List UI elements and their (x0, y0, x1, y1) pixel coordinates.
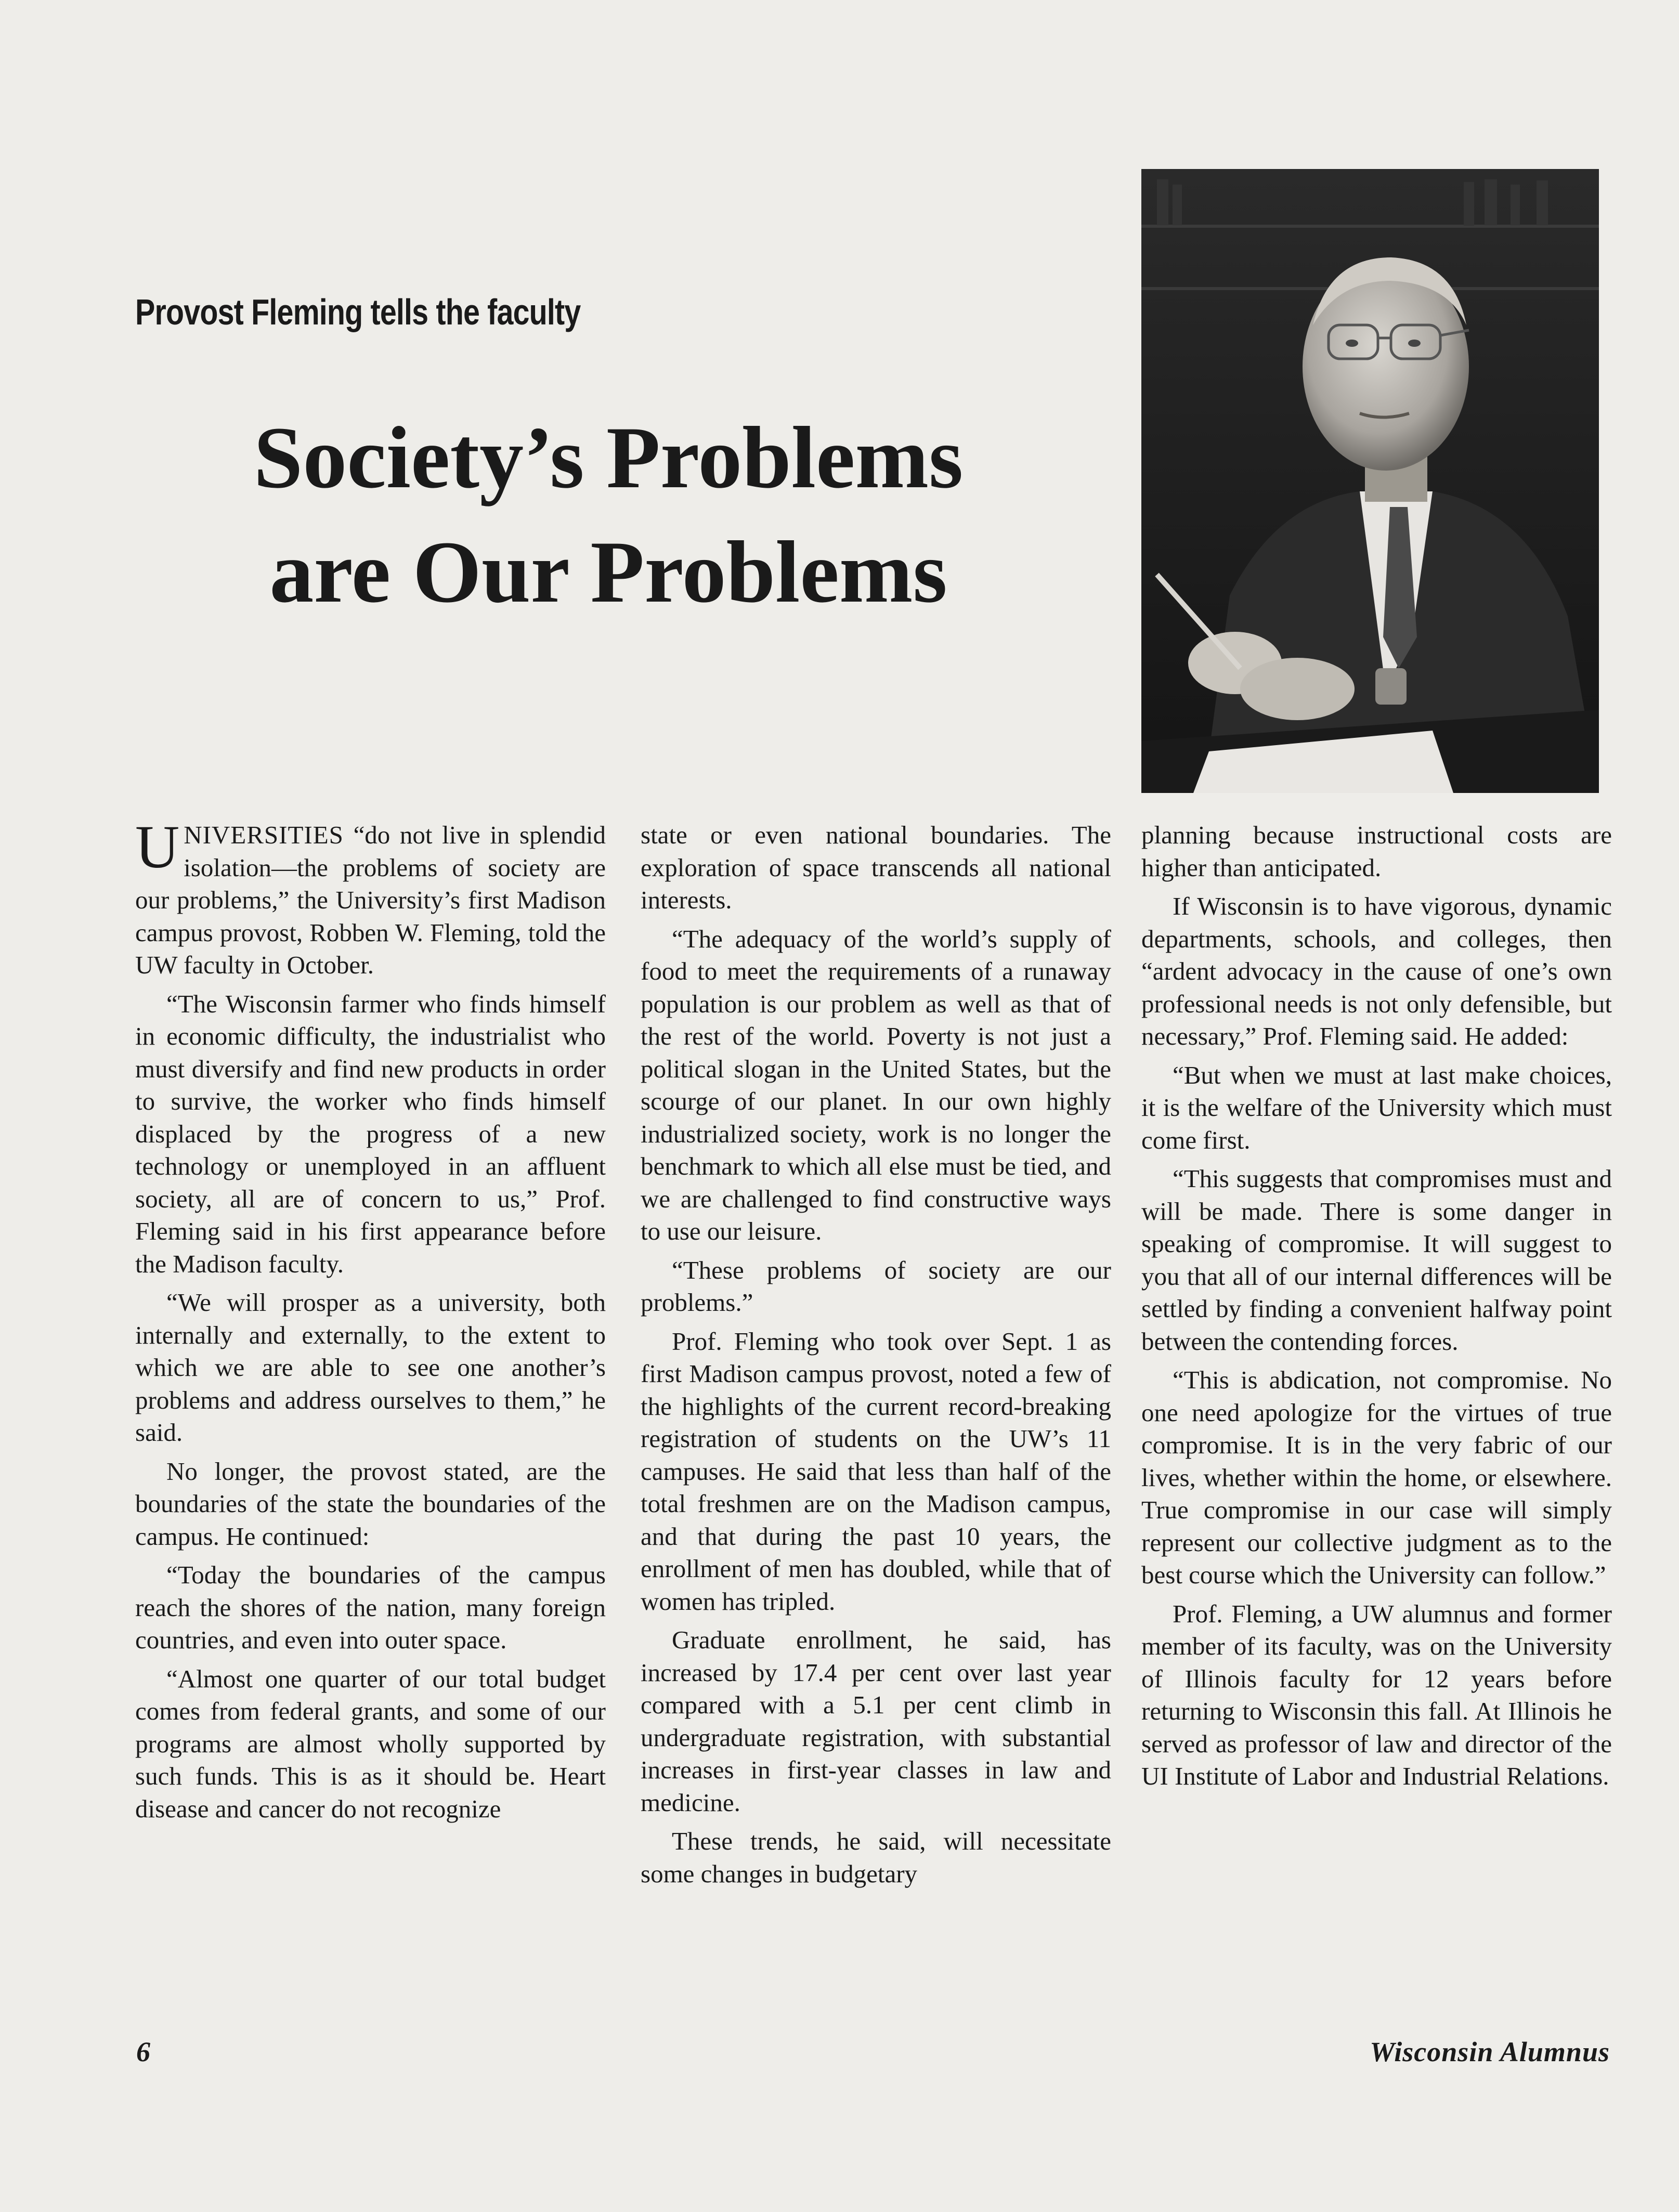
paragraph: If Wisconsin is to have vigorous, dynamic departments, schools, and colleges, then “ardent advocacy in the cause of one’s own professional needs is not only defensible, but necessary,” Prof. Fleming said. He added: (1141, 892, 1612, 1050)
paragraph: planning because instructional costs are higher than anticipated. (1141, 821, 1612, 882)
paragraph: These trends, he said, will necessitate some changes in budgetary (641, 1827, 1111, 1888)
drop-cap: U (135, 813, 180, 881)
lead-caps: NIVERSITIES (184, 821, 344, 849)
article-headline (156, 400, 1061, 629)
paragraph: “The Wisconsin farmer who finds himself in economic difficulty, the industrialist who must diversify and find new products in order to survive, the worker who finds himself displaced by the progress of a new technology or unemployed in an affluent society, all are of concern to us,” Prof. Fleming said in his first appearance before the Madison faculty. (135, 989, 606, 1278)
paragraph: “The adequacy of the world’s supply of food to meet the requirements of a runaway population is our problem as well as that of the rest of the world. Poverty is not just a political slogan in the United States, but the scourge of our planet. In our own highly industrialized society, work is no longer the benchmark to which all else must be tied, and we are challenged to find constructive ways to use our leisure. (641, 924, 1111, 1245)
page-number: 6 (136, 2036, 150, 2067)
paragraph: “But when we must at last make choices, it is the welfare of the University which must come first. (1141, 1060, 1612, 1154)
paragraph: “These problems of society are our problems.” (641, 1255, 1111, 1317)
paragraph: “This is abdication, not compromise. No one need apologize for the virtues of true compromise. It is in the very fabric of our lives, whether within the home, or elsewhere. True compromise in our case will simply represent our collective judgment as to the best course which the University can follow.” (1141, 1365, 1612, 1589)
paragraph: state or even national boundaries. The exploration of space transcends all national interests. (641, 821, 1111, 914)
article-column-3 (1141, 819, 1612, 1799)
article-column-1 (135, 813, 606, 1831)
paragraph: Prof. Fleming who took over Sept. 1 as first Madison campus provost, noted a few of the highlights of the current record-breaking registration of students on the UW’s 11 campuses. He said that less than half of the total freshmen are on the Madison campus, and that during the past 10 years, the enrollment of men has doubled, while that of women has tripled. (641, 1326, 1111, 1616)
paragraph: Prof. Fleming, a UW alumnus and former member of its faculty, was on the University of Illinois faculty for 12 years before returning to Wisconsin this fall. At Illinois he served as professor of law and director of the UI Institute of Labor and Industrial Relations. (1141, 1599, 1612, 1790)
portrait-photo (1141, 169, 1599, 793)
paragraph: “This suggests that compromises must and will be made. There is some danger in speaking of compromise. It will suggest to you that all of our internal differences will be settled by finding a convenient halfway point between the contending forces. (1141, 1164, 1612, 1356)
paragraph: “Today the boundaries of the campus reach the shores of the nation, many foreign countries, and even into outer space. (135, 1560, 606, 1654)
magazine-name: Wisconsin Alumnus (1370, 2036, 1610, 2067)
headline-line-2: are Our Problems (269, 523, 947, 621)
article-kicker: Provost Fleming tells the faculty (135, 292, 581, 332)
paragraph: No longer, the provost stated, are the boundaries of the state the boundaries of the campus. He continued: (135, 1456, 606, 1551)
paragraph: “We will prosper as a university, both internally and externally, to the extent to which we are able to see one another’s problems and address ourselves to them,” he said. (135, 1288, 606, 1447)
paragraph (135, 813, 606, 982)
article-column-2 (641, 819, 1111, 1896)
paragraph-text: “do not live in splendid isolation—the problems of society are our problems,” the University’s first Madison campus provost, Robben W. Fleming, told the UW faculty in October. (135, 821, 606, 979)
paragraph: “Almost one quarter of our total budget comes from federal grants, and some of our programs are almost wholly supported by such funds. This is as it should be. Heart disease and cancer do not recognize (135, 1664, 606, 1823)
headline-line-1: Society’s Problems (253, 409, 964, 506)
paragraph: Graduate enrollment, he said, has increased by 17.4 per cent over last year compared with a 5.1 per cent climb in undergraduate registration, with substantial increases in first-year classes in law and medicine. (641, 1625, 1111, 1817)
